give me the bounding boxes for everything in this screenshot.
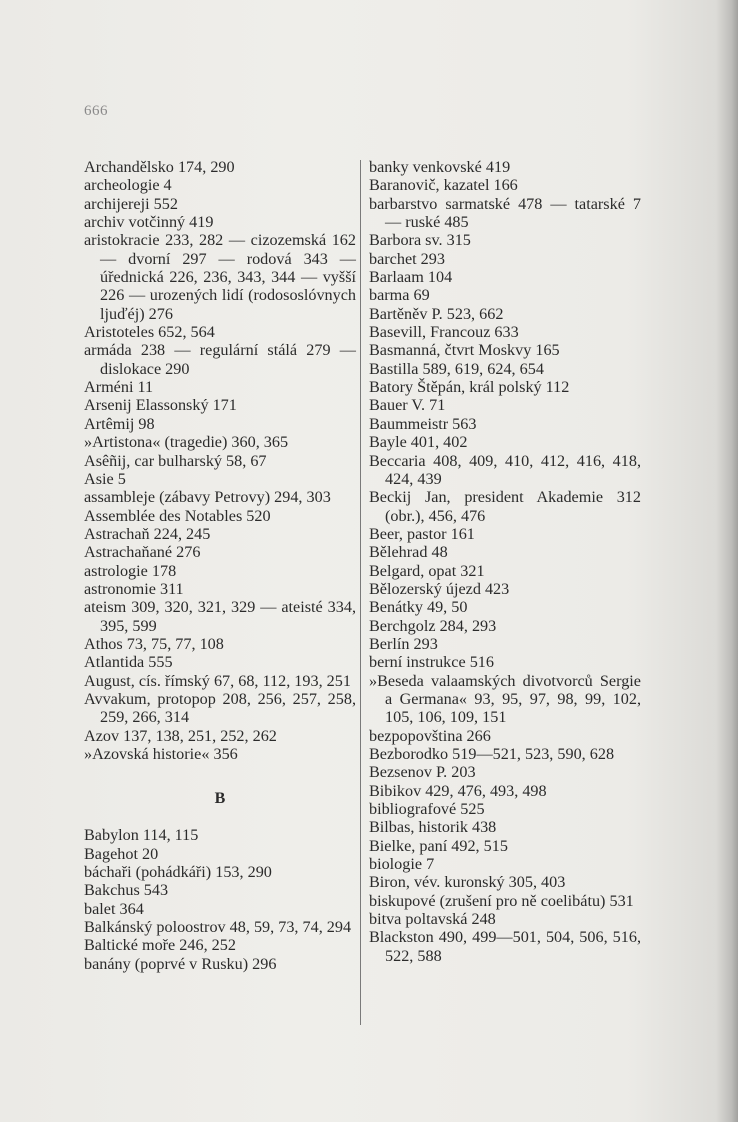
index-entry: barbarstvo sarmatské 478 — tatarské 7 — ruské 485 bbox=[369, 194, 641, 232]
index-entry: Artêmij 98 bbox=[84, 414, 155, 433]
index-section-a bbox=[84, 158, 356, 763]
index-entry: Aristoteles 652, 564 bbox=[84, 323, 215, 342]
index-section-b-continued bbox=[369, 158, 641, 965]
page-edge-shadow bbox=[716, 0, 738, 1122]
index-entry: Baummeistr 563 bbox=[369, 414, 477, 433]
index-entry: Beckij Jan, president Akademie 312 (obr.), 456, 476 bbox=[369, 488, 641, 525]
index-entry: Babylon 114, 115 bbox=[84, 826, 199, 845]
index-entry: Bilbas, historik 438 bbox=[369, 818, 497, 837]
page-number: 666 bbox=[84, 103, 108, 119]
index-entry: Baltické moře 246, 252 bbox=[84, 936, 236, 955]
index-entry: aristokracie 233, 282 — cizozemská 162 — dvorní 297 — rodová 343 — úřednická 226, 236, 343, 344 — vyšší 226 — urozených lidí (rodososlóvnych ljuďéj) 276 bbox=[84, 231, 356, 323]
index-column-left bbox=[84, 158, 356, 973]
index-entry: astrologie 178 bbox=[84, 561, 177, 580]
index-entry: bitva poltavská 248 bbox=[369, 910, 496, 929]
index-entry: barma 69 bbox=[369, 286, 430, 305]
index-entry: Bezsenov P. 203 bbox=[369, 763, 476, 782]
index-entry: Benátky 49, 50 bbox=[369, 598, 468, 617]
index-entry: Archandělsko 174, 290 bbox=[84, 158, 235, 176]
index-entry: Beccaria 408, 409, 410, 412, 416, 418, 424, 439 bbox=[369, 451, 641, 488]
index-entry: Berlín 293 bbox=[369, 634, 438, 653]
index-entry: barchet 293 bbox=[369, 249, 445, 268]
index-entry: Balkánský poloostrov 48, 59, 73, 74, 294 bbox=[84, 918, 352, 937]
index-entry: Asêñij, car bulharský 58, 67 bbox=[84, 451, 267, 470]
index-entry: Batory Štěpán, král polský 112 bbox=[369, 378, 570, 397]
index-entry: Beer, pastor 161 bbox=[369, 524, 475, 543]
index-entry: Bibikov 429, 476, 493, 498 bbox=[369, 781, 547, 800]
section-heading-b: B bbox=[214, 790, 226, 808]
index-entry: Basevill, Francouz 633 bbox=[369, 323, 519, 342]
index-entry: Avvakum, protopop 208, 256, 257, 258, 259, 266, 314 bbox=[84, 689, 356, 727]
index-entry: Athos 73, 75, 77, 108 bbox=[84, 634, 224, 653]
index-entry: armáda 238 — regulární stálá 279 — dislokace 290 bbox=[84, 341, 356, 378]
index-entry: Bagehot 20 bbox=[84, 844, 159, 863]
index-entry: Astrachaňané 276 bbox=[84, 543, 201, 562]
index-entry: Arméni 11 bbox=[84, 378, 154, 397]
index-entry: Assemblée des Notables 520 bbox=[84, 506, 271, 525]
index-entry: Blackston 490, 499—501, 504, 506, 516, 522, 588 bbox=[369, 928, 641, 965]
index-entry: »Artistona« (tragedie) 360, 365 bbox=[84, 433, 289, 452]
index-entry: Basmanná, čtvrt Moskvy 165 bbox=[369, 341, 560, 360]
index-entry: ateism 309, 320, 321, 329 — ateisté 334, 395, 599 bbox=[84, 598, 356, 635]
index-section-b bbox=[84, 826, 356, 973]
index-entry: Atlantida 555 bbox=[84, 653, 173, 672]
index-entry: Bayle 401, 402 bbox=[369, 433, 468, 452]
index-entry: Bastilla 589, 619, 624, 654 bbox=[369, 359, 544, 378]
index-entry: »Azovská historie« 356 bbox=[84, 745, 238, 763]
index-entry: berní instrukce 516 bbox=[369, 653, 494, 672]
index-entry: assambleje (zábavy Petrovy) 294, 303 bbox=[84, 488, 331, 507]
index-entry: Bělozerský újezd 423 bbox=[369, 579, 510, 598]
index-entry: »Beseda valaamských divotvorců Sergie a Germana« 93, 95, 97, 98, 99, 102, 105, 106, 109, 151 bbox=[369, 671, 641, 727]
index-entry: balet 364 bbox=[84, 899, 144, 918]
index-entry: archeologie 4 bbox=[84, 176, 172, 195]
index-entry: Bělehrad 48 bbox=[369, 543, 448, 562]
index-entry: Bezborodko 519—521, 523, 590, 628 bbox=[369, 745, 615, 763]
index-entry: Asie 5 bbox=[84, 469, 126, 488]
column-divider bbox=[360, 160, 361, 1025]
index-entry: Bakchus 543 bbox=[84, 881, 169, 900]
index-entry: August, cís. římský 67, 68, 112, 193, 251 bbox=[84, 671, 351, 690]
index-entry: Biron, vév. kuronský 305, 403 bbox=[369, 873, 566, 892]
index-entry: Belgard, opat 321 bbox=[369, 561, 485, 580]
index-entry: Barbora sv. 315 bbox=[369, 231, 471, 250]
index-entry: Baranovič, kazatel 166 bbox=[369, 176, 518, 195]
index-entry: biskupové (zrušení pro ně coelibátu) 531 bbox=[369, 891, 634, 910]
index-entry: bezpopovština 266 bbox=[369, 726, 491, 745]
index-entry: astronomie 311 bbox=[84, 579, 184, 598]
index-entry: Bielke, paní 492, 515 bbox=[369, 836, 508, 855]
index-entry: Bauer V. 71 bbox=[369, 396, 446, 415]
index-entry: Berchgolz 284, 293 bbox=[369, 616, 497, 635]
index-entry: Arsenij Elassonský 171 bbox=[84, 396, 237, 415]
index-entry: banány (poprvé v Rusku) 296 bbox=[84, 954, 277, 973]
index-entry: archiv votčinný 419 bbox=[84, 213, 214, 232]
index-column-right bbox=[369, 158, 641, 965]
index-entry: Bartěněv P. 523, 662 bbox=[369, 304, 504, 323]
index-entry: bibliografové 525 bbox=[369, 800, 485, 819]
index-entry: Azov 137, 138, 251, 252, 262 bbox=[84, 726, 277, 745]
index-entry: báchaři (pohádkáři) 153, 290 bbox=[84, 863, 272, 882]
index-entry: banky venkovské 419 bbox=[369, 158, 511, 176]
index-entry: biologie 7 bbox=[369, 855, 435, 874]
index-entry: archijereji 552 bbox=[84, 194, 178, 213]
index-entry: Barlaam 104 bbox=[369, 268, 453, 287]
index-entry: Astrachaň 224, 245 bbox=[84, 524, 211, 543]
